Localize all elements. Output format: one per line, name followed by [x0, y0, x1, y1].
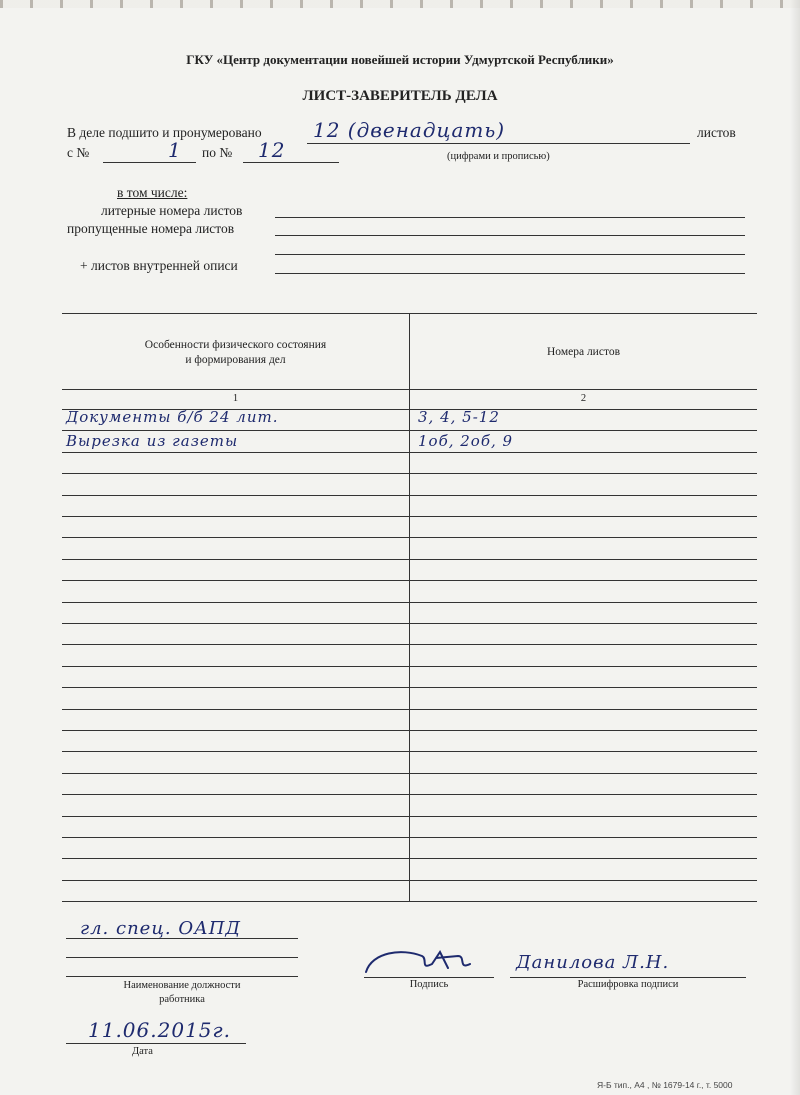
table-row-line: [62, 452, 757, 453]
missing-numbers-underline: [275, 235, 745, 236]
table-row-feature: Документы б/б 24 лит.: [66, 408, 279, 426]
including-heading: в том числе:: [117, 185, 188, 200]
digits-words-hint: (цифрами и прописью): [447, 151, 550, 162]
sheets-suffix: листов: [697, 125, 736, 140]
table-row-line: [62, 794, 757, 795]
table-row-line: [62, 559, 757, 560]
print-info: Я-Б тип., А4 , № 1679-14 г., т. 5000: [597, 1080, 733, 1090]
table-row-line: [62, 751, 757, 752]
table-row-line: [62, 858, 757, 859]
table-row-pages: 1об, 2об, 9: [418, 432, 514, 450]
position-underline-2: [66, 957, 298, 958]
missing-numbers-label: пропущенные номера листов: [67, 221, 235, 236]
table-row-line: [62, 837, 757, 838]
table-row-line: [62, 730, 757, 731]
table-row-line: [62, 816, 757, 817]
position-underline-3: [66, 976, 298, 977]
table-row-line: [62, 666, 757, 667]
table-row-line: [62, 623, 757, 624]
table-row-line: [62, 901, 757, 902]
literal-numbers-label: литерные номера листов: [101, 203, 243, 218]
position-value: гл. спец. ОАПД: [80, 918, 242, 939]
to-underline: [243, 162, 339, 163]
position-underline: [66, 938, 298, 939]
position-label: [66, 979, 298, 1007]
stitched-value: 12 (двенадцать): [313, 118, 506, 142]
table-row-line: [62, 473, 757, 474]
table-col2-number: 2: [580, 393, 587, 404]
to-label: по №: [202, 145, 233, 160]
table-row-line: [62, 644, 757, 645]
table-row-line: [62, 602, 757, 603]
table-row-line: [62, 880, 757, 881]
literal-numbers-underline: [275, 217, 745, 218]
table-header-pages: Номера листов: [547, 346, 620, 358]
table-header-features-line2: и формирования дел: [185, 354, 286, 366]
from-underline: [103, 162, 196, 163]
table-row-line: [62, 687, 757, 688]
from-value: 1: [168, 138, 182, 162]
table-header-features: [62, 338, 409, 368]
position-label-line1: Наименование должности: [123, 980, 241, 991]
decode-label: Расшифровка подписи: [577, 979, 679, 990]
missing-numbers-underline-2: [275, 254, 745, 255]
table-row-line: [62, 709, 757, 710]
table-col1-number: 1: [232, 393, 239, 404]
signature-underline: [364, 977, 494, 978]
table-header-border: [62, 389, 757, 390]
from-label: с №: [67, 145, 90, 160]
table-header-features-line1: Особенности физического состояния: [144, 339, 327, 351]
handwritten-signature: [362, 944, 492, 978]
to-value: 12: [258, 138, 286, 162]
table-row-pages: 3, 4, 5-12: [418, 408, 500, 426]
binding-holes: [0, 0, 800, 8]
signature-label: Подпись: [409, 979, 449, 990]
date-underline: [66, 1043, 246, 1044]
table-row-line: [62, 430, 757, 431]
internal-inventory-underline: [275, 273, 745, 274]
table-row-line: [62, 773, 757, 774]
table-row-feature: Вырезка из газеты: [66, 432, 239, 450]
decode-value: Данилова Л.Н.: [516, 952, 670, 973]
date-value: 11.06.2015г.: [88, 1018, 231, 1042]
table-row-line: [62, 495, 757, 496]
table-row-line: [62, 580, 757, 581]
document-title: ЛИСТ-ЗАВЕРИТЕЛЬ ДЕЛА: [302, 88, 498, 104]
table-row-line: [62, 516, 757, 517]
table-row-line: [62, 537, 757, 538]
date-label: Дата: [132, 1046, 153, 1057]
organization-name: ГКУ «Центр документации новейшей истории Удмуртской Республики»: [186, 52, 614, 67]
internal-inventory-label: + листов внутренней описи: [80, 258, 238, 273]
decode-underline: [510, 977, 746, 978]
position-label-line2: работника: [159, 994, 205, 1005]
page-edge-shadow: [790, 0, 800, 1095]
stitched-label: В деле подшито и пронумеровано: [67, 125, 262, 140]
stitched-underline: [307, 143, 690, 144]
